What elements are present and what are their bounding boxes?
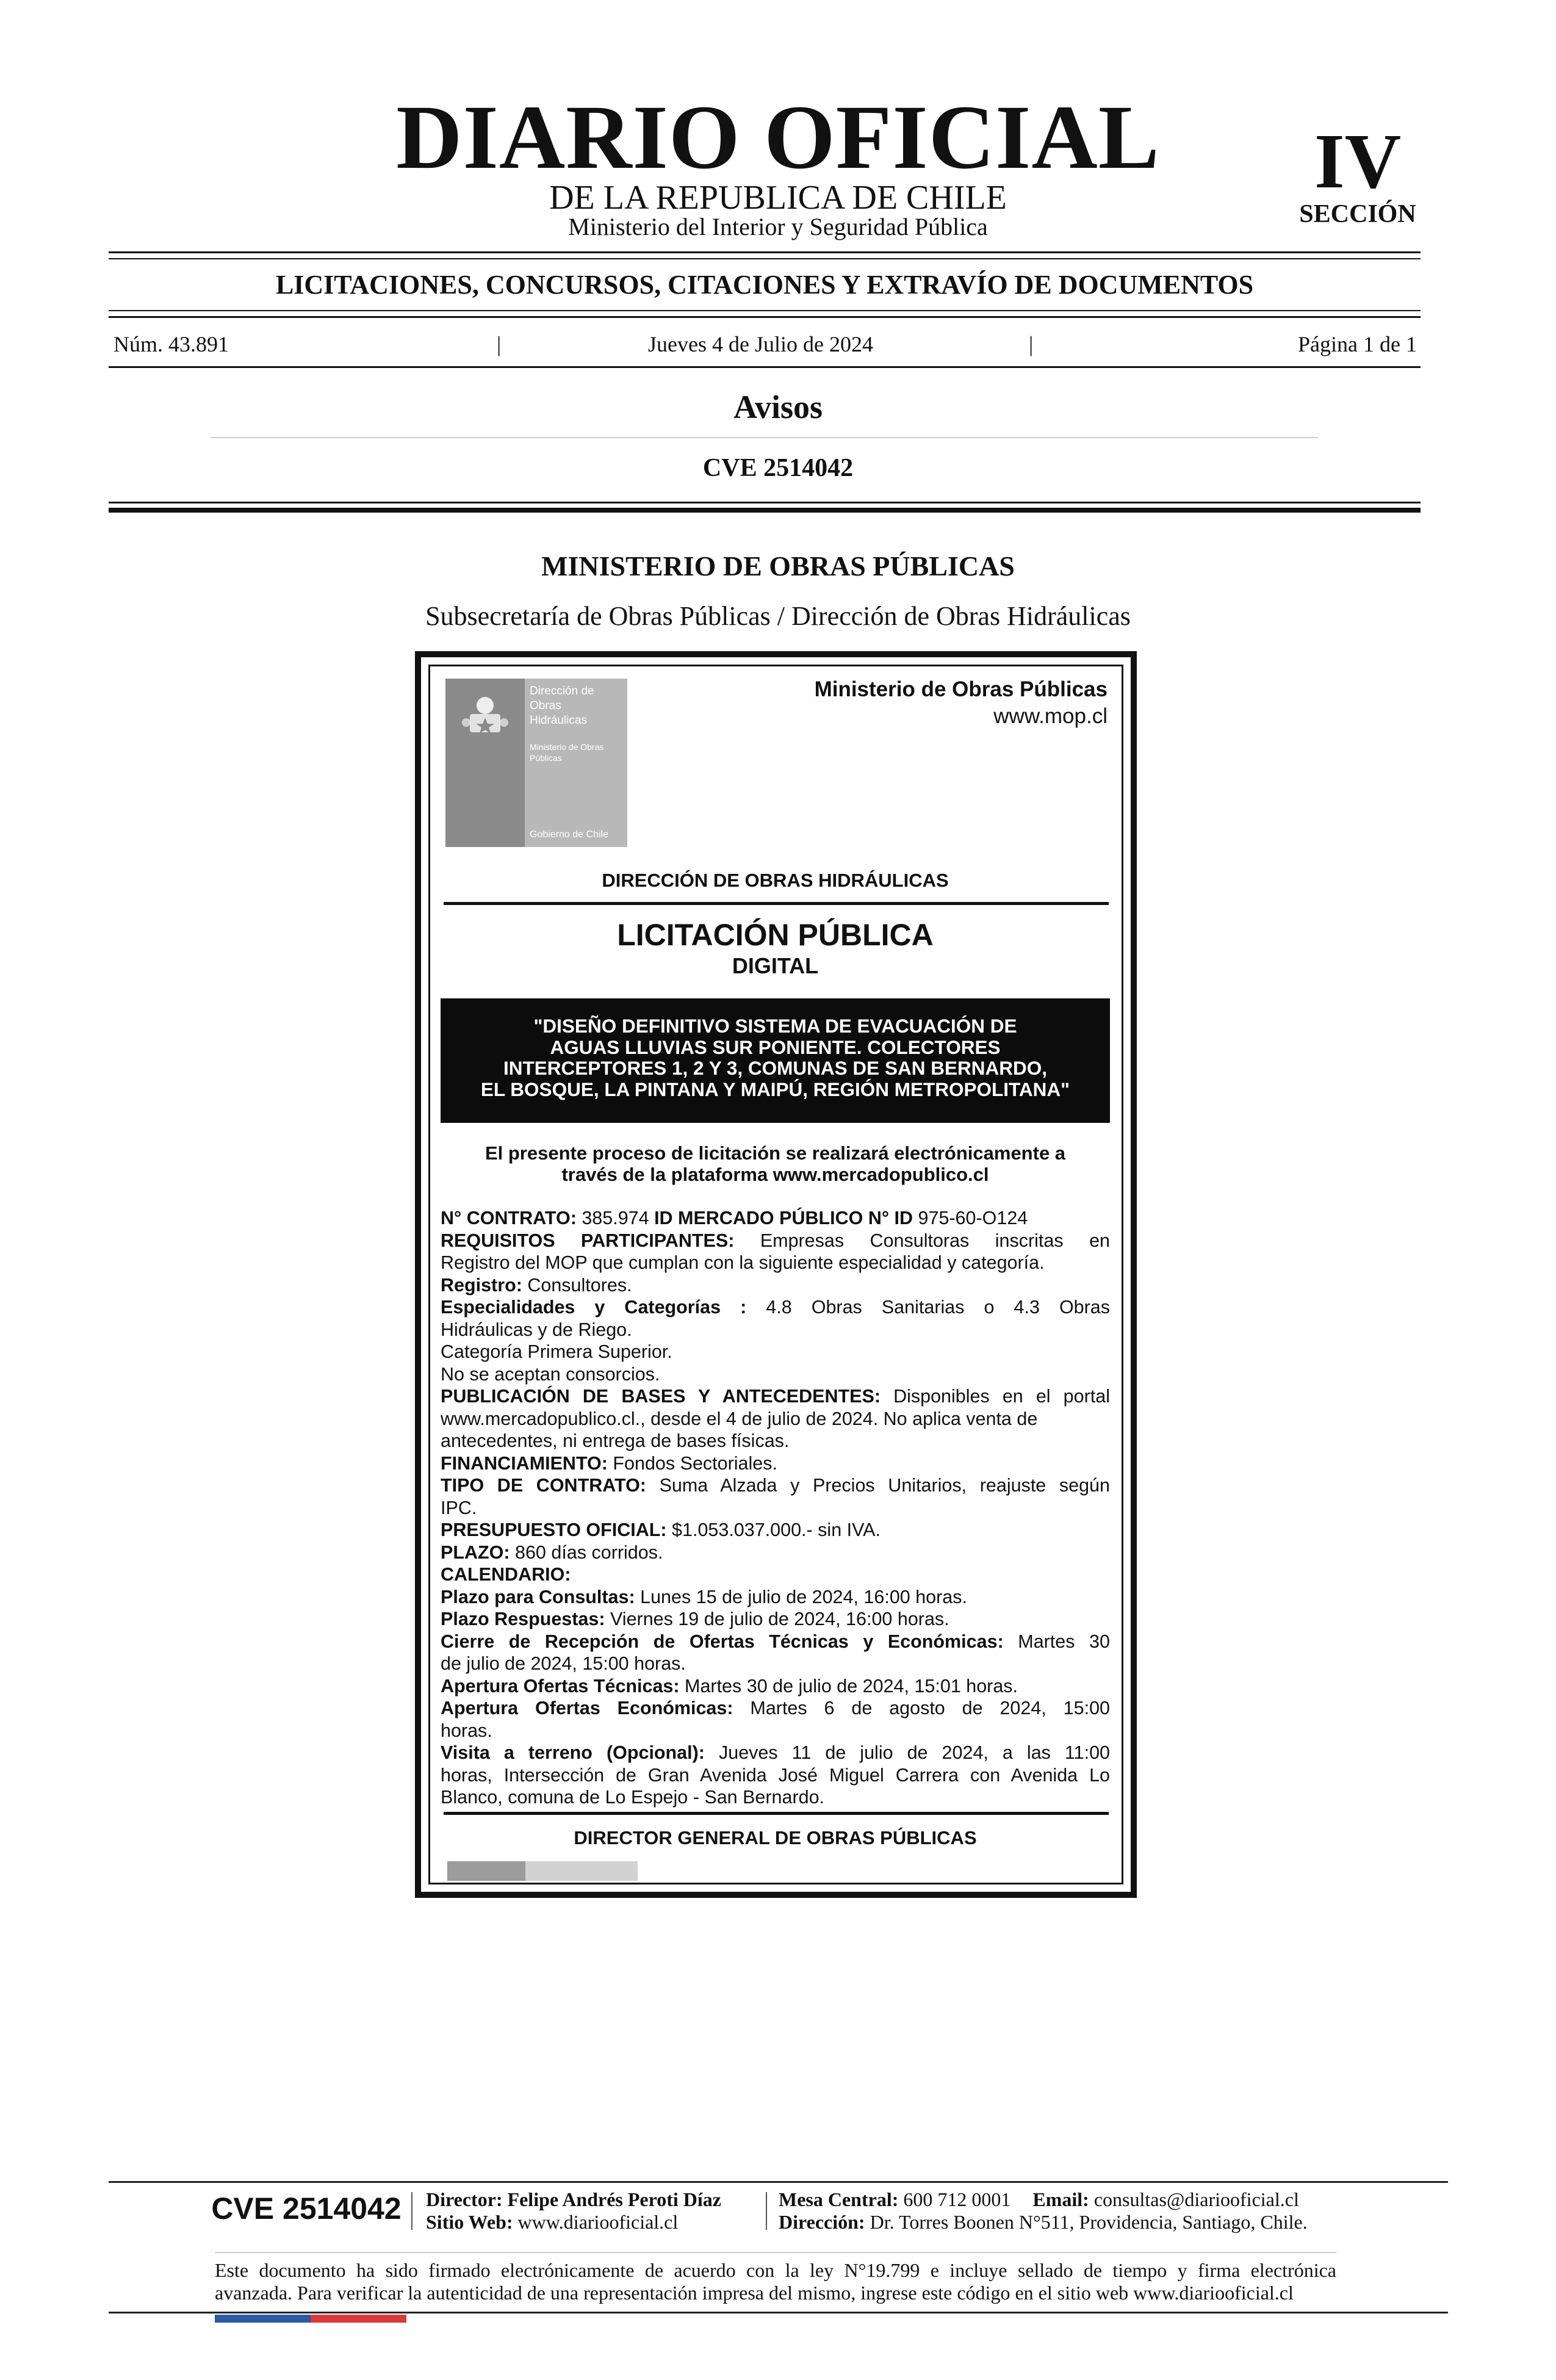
visita-line	[441, 1742, 1110, 1764]
tender-title: LICITACIÓN PÚBLICA	[617, 918, 934, 952]
tipo-contrato-value: Suma Alzada y Precios Unitarios, reajuste según	[659, 1475, 1110, 1496]
footer-mesa-label: Mesa Central:	[779, 2188, 899, 2210]
cierre-line	[441, 1631, 1110, 1653]
requisitos-line	[441, 1230, 1110, 1252]
respuestas-label: Plazo Respuestas:	[441, 1609, 605, 1629]
cve-rule-thick	[109, 508, 1421, 513]
publicacion-line	[441, 1408, 1110, 1430]
cierre-value: de julio de 2024, 15:00 horas.	[441, 1653, 686, 1674]
mop-name: Ministerio de Obras Públicas	[814, 677, 1108, 701]
tender-details	[441, 1207, 1110, 1809]
banner-rule-2	[109, 316, 1421, 318]
publicacion-line	[441, 1430, 1110, 1452]
tender-subtitle: DIGITAL	[732, 953, 819, 978]
especialidades-line	[441, 1296, 1110, 1319]
apertura-economica-value: horas.	[441, 1720, 492, 1741]
issue-separator: |	[1029, 332, 1034, 356]
director-signature-title: DIRECTOR GENERAL DE OBRAS PÚBLICAS	[574, 1827, 977, 1848]
masthead-ministry: Ministerio del Interior y Seguridad Pública	[568, 213, 988, 240]
especialidades-label: Especialidades y Categorías :	[441, 1297, 747, 1318]
consultas-line	[441, 1586, 1110, 1609]
apertura-economica-line	[441, 1720, 1110, 1742]
financiamiento-line	[441, 1452, 1110, 1475]
coat-of-arms-icon	[459, 687, 511, 740]
category-rule	[211, 437, 1318, 438]
masthead-subtitle: DE LA REPUBLICA DE CHILE	[549, 179, 1007, 217]
section-banner: LICITACIONES, CONCURSOS, CITACIONES Y EXTRAVÍO DE DOCUMENTOS	[275, 270, 1254, 300]
tipo-contrato-line	[441, 1497, 1110, 1520]
tipo-contrato-value: IPC.	[441, 1497, 477, 1518]
plazo-label: PLAZO:	[441, 1542, 510, 1563]
apertura-economica-label: Apertura Ofertas Económicas:	[441, 1698, 733, 1718]
cierre-label: Cierre de Recepción de Ofertas Técnicas y Económicas:	[441, 1631, 1004, 1652]
presupuesto-line	[441, 1519, 1110, 1542]
apertura-economica-value: Martes 6 de agosto de 2024, 15:00	[750, 1698, 1111, 1718]
section-label: SECCIÓN	[1299, 200, 1416, 228]
cierre-line	[441, 1653, 1110, 1675]
tipo-contrato-line	[441, 1474, 1110, 1497]
footer-director-label: Director:	[426, 2188, 503, 2210]
banner-rule-1	[109, 310, 1421, 311]
electronic-note-line: El presente proceso de licitación se realizará electrónicamente a	[484, 1142, 1066, 1164]
apertura-tecnica-line	[441, 1675, 1110, 1698]
footer-email-label: Email:	[1032, 2188, 1089, 2210]
registro-label: Registro:	[441, 1274, 522, 1296]
footer-web-label: Sitio Web:	[426, 2211, 513, 2233]
issue-rule	[109, 366, 1421, 368]
plazo-value: 860 días corridos.	[515, 1542, 663, 1563]
logo-text: Obras	[530, 699, 561, 712]
publicacion-line	[441, 1385, 1110, 1408]
logo-text: Gobierno de Chile	[530, 829, 608, 840]
visita-line	[441, 1764, 1110, 1787]
masthead-title: DIARIO OFICIAL	[396, 87, 1160, 188]
consultas-value: Lunes 15 de julio de 2024, 16:00 horas.	[640, 1586, 967, 1607]
visita-value: horas, Intersección de Gran Avenida José Miguel Carrera con Avenida Lo	[441, 1764, 1110, 1786]
financiamiento-label: FINANCIAMIENTO:	[441, 1452, 608, 1474]
footer-mesa-value: 600 712 0001	[903, 2188, 1011, 2210]
legal-line: avanzada. Para verificar la autenticidad de una representación impresa del mismo, ingrese este código en el sitio web www.diariooficial.cl	[215, 2282, 1294, 2304]
footer-contact	[779, 2188, 1308, 2234]
logo-text: Dirección de	[530, 685, 594, 698]
footer-mesa-line	[779, 2188, 1308, 2211]
flag-stripe-red	[311, 2315, 406, 2323]
header-rule-thick	[109, 251, 1421, 253]
project-name-line: EL BOSQUE, LA PINTANA Y MAIPÚ, REGIÓN METROPOLITANA"	[480, 1078, 1070, 1100]
footer-web-link[interactable]: www.diariooficial.cl	[517, 2211, 679, 2233]
visita-label: Visita a terreno (Opcional):	[441, 1742, 705, 1763]
project-name-line: AGUAS LLUVIAS SUR PONIENTE. COLECTORES	[550, 1036, 1001, 1058]
footer-rule-bottom	[109, 2312, 1448, 2313]
logo-text: Ministerio de Obras	[530, 742, 604, 752]
project-name-line: "DISEÑO DEFINITIVO SISTEMA DE EVACUACIÓN DE	[533, 1015, 1017, 1037]
contract-value: 385.974	[582, 1208, 649, 1228]
section-number: IV	[1314, 118, 1402, 204]
financiamiento-value: Fondos Sectoriales.	[613, 1452, 777, 1474]
presupuesto-label: PRESUPUESTO OFICIAL:	[441, 1520, 667, 1540]
publicacion-value: Disponibles en el portal	[893, 1386, 1110, 1407]
footer-cve-code: CVE 2514042	[211, 2191, 402, 2226]
footer-director-line	[426, 2188, 721, 2211]
footer-legal-notice	[215, 2259, 1336, 2304]
requisitos-value: Registro del MOP que cumplan con la siguiente especialidad y categoría.	[441, 1252, 1045, 1273]
consorcios-line: No se aceptan consorcios.	[441, 1363, 660, 1385]
tipo-contrato-label: TIPO DE CONTRATO:	[441, 1475, 646, 1496]
especialidades-value: Hidráulicas y de Riego.	[441, 1319, 632, 1340]
signature-bar	[447, 1861, 525, 1881]
mercado-id-label: ID MERCADO PÚBLICO N° ID	[654, 1208, 913, 1228]
notice-ministry: MINISTERIO DE OBRAS PÚBLICAS	[541, 550, 1015, 582]
categoria-line: Categoría Primera Superior.	[441, 1341, 672, 1362]
calendario-label: CALENDARIO:	[441, 1564, 571, 1585]
mop-website: www.mop.cl	[993, 704, 1108, 728]
plazo-line	[441, 1542, 1110, 1564]
footer-director-value: Felipe Andrés Peroti Díaz	[507, 2188, 721, 2210]
apertura-economica-line	[441, 1697, 1110, 1720]
logo-text: Públicas	[530, 753, 562, 763]
cierre-value: Martes 30	[1018, 1631, 1110, 1652]
issue-number: Núm. 43.891	[113, 332, 229, 356]
visita-line	[441, 1786, 1110, 1809]
footer-address-label: Dirección:	[779, 2211, 865, 2233]
apertura-tecnica-label: Apertura Ofertas Técnicas:	[441, 1675, 680, 1697]
especialidades-value: 4.8 Obras Sanitarias o 4.3 Obras	[766, 1297, 1110, 1318]
project-name-box	[441, 998, 1110, 1123]
requisitos-label: REQUISITOS PARTICIPANTES:	[441, 1230, 735, 1251]
footer-email-link[interactable]: consultas@diariooficial.cl	[1093, 2188, 1299, 2210]
especialidades-line	[441, 1319, 1110, 1341]
logo-left-panel	[445, 679, 525, 847]
footer-separator	[766, 2192, 767, 2230]
requisitos-line	[441, 1252, 1110, 1274]
footer-separator	[411, 2192, 412, 2230]
mercado-id-value: 975-60-O124	[918, 1208, 1028, 1228]
legal-line: Este documento ha sido firmado electrónicamente de acuerdo con la ley N°19.799 e incluye sellado de tiempo y firma electrónica	[215, 2259, 1336, 2281]
presupuesto-value: $1.053.037.000.- sin IVA.	[672, 1520, 881, 1540]
footer-rule-top	[109, 2181, 1448, 2183]
consultas-label: Plazo para Consultas:	[441, 1586, 635, 1607]
requisitos-value: Empresas Consultoras inscritas en	[760, 1230, 1110, 1251]
director-rule	[444, 1812, 1109, 1815]
cve-rule-thin	[109, 502, 1421, 503]
electronic-process-note	[441, 1142, 1110, 1185]
notice-subsecretaria: Subsecretaría de Obras Públicas / Dirección de Obras Hidráulicas	[425, 601, 1131, 631]
visita-value: Blanco, comuna de Lo Espejo - San Bernardo.	[441, 1787, 825, 1808]
issue-separator: |	[497, 332, 502, 356]
project-name-line: INTERCEPTORES 1, 2 Y 3, COMUNAS DE SAN BERNARDO,	[503, 1057, 1047, 1079]
issue-date: Jueves 4 de Julio de 2024	[648, 332, 873, 356]
visita-value: Jueves 11 de julio de 2024, a las 11:00	[718, 1742, 1110, 1763]
flag-stripe-blue	[215, 2315, 311, 2323]
logo-text: Hidráulicas	[530, 714, 587, 727]
respuestas-line	[441, 1608, 1110, 1631]
registro-value: Consultores.	[527, 1274, 632, 1296]
footer-web-line	[426, 2211, 721, 2234]
contract-line	[441, 1207, 1110, 1230]
page-indicator: Página 1 de 1	[1298, 332, 1417, 356]
footer-director	[426, 2188, 721, 2234]
publicacion-value: www.mercadopublico.cl., desde el 4 de julio de 2024. No aplica venta de	[441, 1408, 1038, 1429]
header-rule-thin	[109, 258, 1421, 259]
contract-label: N° CONTRATO:	[441, 1208, 577, 1228]
direccion-heading: DIRECCIÓN DE OBRAS HIDRÁULICAS	[602, 870, 949, 891]
footer-address-value: Dr. Torres Boonen N°511, Providencia, Santiago, Chile.	[870, 2211, 1308, 2233]
doh-logo	[445, 679, 627, 847]
electronic-note-line: través de la plataforma www.mercadopublico.cl	[561, 1164, 989, 1185]
respuestas-value: Viernes 19 de julio de 2024, 16:00 horas.	[610, 1609, 949, 1629]
footer-address-line	[779, 2211, 1308, 2234]
direccion-rule	[444, 902, 1109, 905]
footer-thin-rule	[215, 2252, 1336, 2253]
publicacion-label: PUBLICACIÓN DE BASES Y ANTECEDENTES:	[441, 1386, 881, 1407]
cve-code: CVE 2514042	[702, 454, 854, 482]
registro-line	[441, 1274, 1110, 1297]
apertura-tecnica-value: Martes 30 de julio de 2024, 15:01 horas.	[685, 1675, 1018, 1697]
signature-bar	[525, 1861, 638, 1881]
publicacion-value: antecedentes, ni entrega de bases físicas.	[441, 1430, 790, 1451]
category-heading: Avisos	[733, 389, 823, 425]
